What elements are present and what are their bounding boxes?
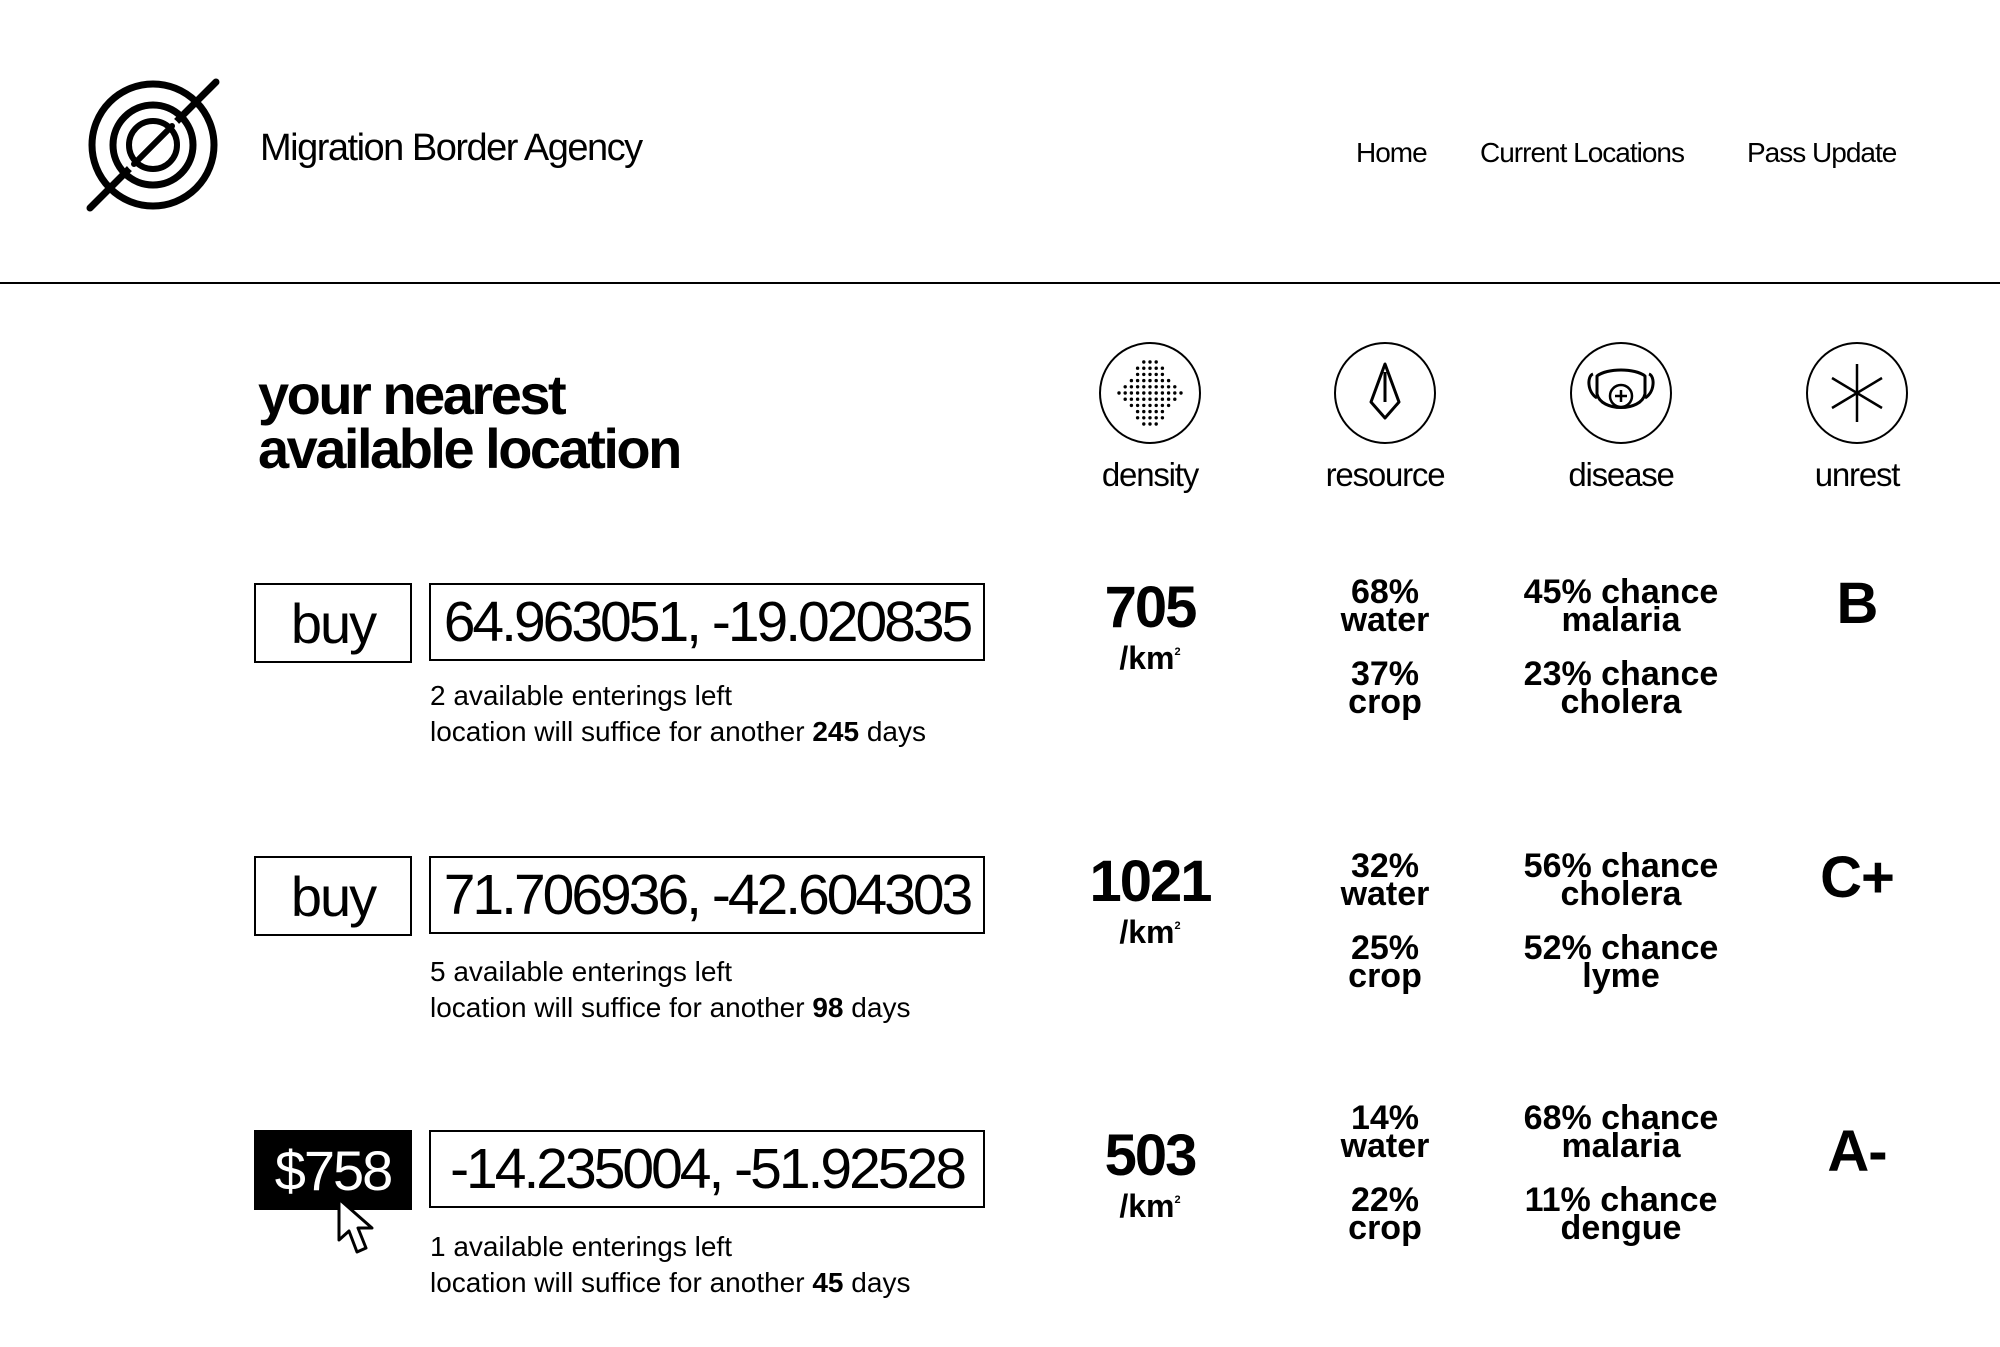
location-coordinates: 71.706936, -42.604303 — [429, 856, 985, 934]
water-drop-icon — [1355, 358, 1415, 428]
unrest-grade: B — [1836, 571, 1878, 636]
criterion-density-label: density — [1101, 456, 1199, 493]
page-title — [258, 363, 680, 480]
asterisk-icon — [1822, 358, 1892, 428]
suffice-days: location will suffice for another 45 days — [430, 1267, 911, 1298]
price-button[interactable]: $758 — [254, 1130, 412, 1210]
disease-values: 45% chance malaria 23% chance cholera — [1523, 573, 1719, 721]
location-coordinates: 64.963051, -19.020835 — [429, 583, 985, 661]
location-info — [430, 1229, 910, 1301]
page-title-line-2: available location — [258, 417, 680, 480]
page-title-line-1: your nearest — [258, 363, 565, 426]
resource-values: 68% water 37% crop — [1340, 573, 1430, 721]
nav-home[interactable]: Home — [1356, 137, 1427, 168]
agency-logo-icon — [86, 78, 220, 212]
suffice-days: location will suffice for another 245 days — [430, 716, 927, 747]
nav-pass-update[interactable]: Pass Update — [1747, 137, 1897, 168]
criterion-disease — [1541, 342, 1701, 494]
criterion-disease-label: disease — [1568, 456, 1674, 493]
criterion-unrest-label: unrest — [1814, 456, 1900, 493]
brand-name: Migration Border Agency — [260, 127, 642, 169]
location-info — [430, 678, 926, 750]
criterion-unrest — [1777, 342, 1937, 494]
density-value: 705 $/km^2$ — [1104, 575, 1196, 676]
density-value: 1021 $/km^2$ — [1089, 849, 1211, 950]
dot-grid-icon — [1115, 358, 1185, 428]
suffice-days: location will suffice for another 98 days — [430, 992, 911, 1023]
criterion-resource-label: resource — [1325, 456, 1445, 493]
nav-current-locations[interactable]: Current Locations — [1480, 137, 1685, 168]
buy-button[interactable]: buy — [254, 583, 412, 663]
location-info — [430, 954, 910, 1026]
buy-button[interactable]: buy — [254, 856, 412, 936]
location-coordinates: -14.235004, -51.92528 — [429, 1130, 985, 1208]
criterion-resource — [1305, 342, 1465, 494]
enterings-left: 5 available enterings left — [430, 956, 732, 987]
header-divider — [0, 282, 2000, 284]
disease-values: 68% chance malaria 11% chance dengue — [1523, 1099, 1719, 1247]
resource-values: 32% water 25% crop — [1340, 847, 1430, 995]
unrest-grade: C+ — [1820, 845, 1894, 910]
enterings-left: 1 available enterings left — [430, 1231, 732, 1262]
mouse-pointer-icon — [336, 1196, 386, 1260]
resource-values: 14% water 22% crop — [1340, 1099, 1430, 1247]
disease-values: 56% chance cholera 52% chance lyme — [1523, 847, 1719, 995]
density-value: 503 $/km^2$ — [1104, 1123, 1196, 1224]
face-mask-icon — [1583, 358, 1659, 428]
unrest-grade: A- — [1827, 1119, 1887, 1184]
criterion-density — [1070, 342, 1230, 494]
enterings-left: 2 available enterings left — [430, 680, 732, 711]
